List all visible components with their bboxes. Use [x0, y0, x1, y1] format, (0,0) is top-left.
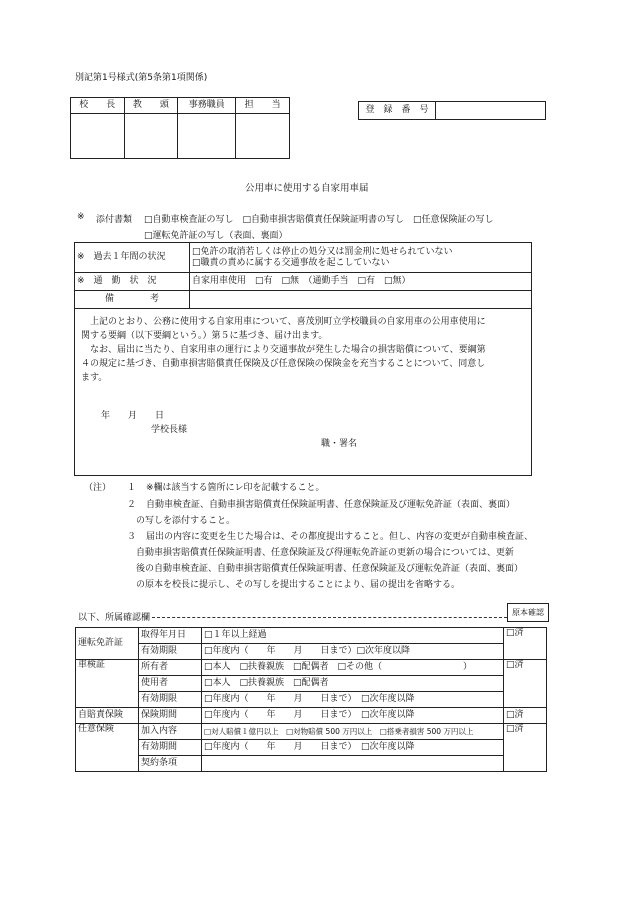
note-2-line1: 自動車検査証、自動車損害賠償責任保険証明書、任意保険証及び運転免許証（表面、裏面） — [146, 500, 516, 510]
attachments-mark: ※ — [77, 212, 85, 222]
stamp-cell[interactable] — [178, 114, 236, 159]
inspection-section: 車検証 — [76, 660, 139, 708]
stamp-header-in-charge: 担 当 — [236, 98, 290, 114]
note-3-number: ３ — [127, 532, 137, 542]
form-number: 別記第1号様式(第5条第1項関係) — [75, 73, 208, 83]
stamp-header-principal: 校 長 — [71, 98, 125, 114]
declaration-body — [75, 309, 532, 476]
compulsory-period-value[interactable]: □年度内（ 年 月 日まで） □次年度以降 — [202, 708, 504, 724]
signature-line[interactable]: 職・署名 — [321, 439, 358, 449]
stamp-table — [70, 97, 290, 159]
license-acquired-value[interactable]: □１年以上経過 — [202, 628, 504, 644]
attachments-label: 添付書類 — [96, 215, 133, 225]
stamp-header-vice-principal: 教 頭 — [124, 98, 178, 114]
inspection-owner-value[interactable]: □本人 □扶養親族 □配偶者 □その他（ ） — [202, 660, 504, 676]
notes-label: （注） — [84, 483, 112, 493]
note-1: ※欄は該当する箇所にレ印を記載すること。 — [146, 483, 325, 493]
past-year-label: ※ 過去１年間の状況 — [75, 243, 190, 273]
confirm-divider — [152, 617, 507, 618]
voluntary-coverage-value[interactable]: □対人賠償１億円以上 □対物賠償 500 万円以上 □搭乗者損害 500 万円以上 — [202, 724, 504, 740]
license-expiry-value[interactable]: □年度内（ 年 月 日まで）□次年度以降 — [202, 644, 504, 660]
remarks-label: 備 考 — [75, 291, 190, 309]
inspection-check[interactable]: □済 — [504, 660, 547, 708]
note-3-line2: 自動車損害賠償責任保険証明書、任意保険証及び得運転免許証の更新の場合については、更新 — [136, 548, 514, 558]
past-year-option-1[interactable]: □免許の取消若しくは停止の処分又は罰金刑に処せられていない — [192, 246, 453, 257]
attachments-items-line2[interactable]: □運転免許証の写し（表面、裏面） — [144, 231, 288, 241]
voluntary-coverage-label: 加入内容 — [139, 724, 202, 740]
para2-line1: なお、届出に当たり、自家用車の運行により交通事故が発生した場合の損害賠償について、要綱第 — [90, 345, 486, 355]
note-2-line2: の写しを添付すること。 — [136, 516, 236, 526]
remarks-field[interactable] — [190, 291, 532, 309]
para1-line2: 関する要綱（以下要綱という。）第５に基づき、届け出ます。 — [81, 331, 328, 341]
compulsory-insurance-section: 自賠責保険 — [76, 708, 139, 724]
inspection-owner-label: 所有者 — [139, 660, 202, 676]
license-acquired-label: 取得年月日 — [139, 628, 202, 644]
para1-line1: 上記のとおり、公務に使用する自家用車について、喜茂別町立学校職員の自家用車の公用車使用に — [90, 317, 486, 327]
main-info-table — [74, 242, 532, 476]
stamp-cell[interactable] — [124, 114, 178, 159]
stamp-cell[interactable] — [71, 114, 125, 159]
past-year-option-2[interactable]: □職責の責めに属する交通事故を起こしていない — [192, 257, 390, 268]
license-section: 運転免許証 — [76, 628, 139, 660]
page-title: 公用車に使用する自家用車届 — [245, 183, 369, 194]
license-check[interactable]: □済 — [504, 628, 547, 660]
inspection-expiry-value[interactable]: □年度内（ 年 月 日まで） □次年度以降 — [202, 692, 504, 708]
registration-number-table — [358, 101, 546, 120]
commute-label: ※ 通 勤 状 況 — [75, 273, 190, 291]
registration-number-label: 登 録 番 号 — [359, 102, 436, 120]
voluntary-period-label: 有効期間 — [139, 740, 202, 756]
voluntary-period-value[interactable]: □年度内（ 年 月 日まで） □次年度以降 — [202, 740, 504, 756]
inspection-expiry-label: 有効期限 — [139, 692, 202, 708]
inspection-user-label: 使用者 — [139, 676, 202, 692]
voluntary-insurance-section: 任意保険 — [76, 724, 139, 772]
commute-options[interactable]: 自家用車使用 □有 □無 （通勤手当 □有 □無） — [190, 273, 532, 291]
original-check-box: 原本確認 — [507, 603, 549, 622]
note-3-line4: の原本を校長に提示し、その写しを提出することにより、届の提出を省略する。 — [136, 580, 461, 590]
note-2-number: ２ — [127, 500, 137, 510]
note-3-line1: 届出の内容に変更を生じた場合は、その都度提出すること。但し、内容の変更が自動車検査証、 — [146, 532, 534, 542]
compulsory-period-label: 保険期間 — [139, 708, 202, 724]
license-expiry-label: 有効期限 — [139, 644, 202, 660]
note-1-number: １ — [127, 483, 137, 493]
inspection-user-value[interactable]: □本人 □扶養親族 □配偶者 — [202, 676, 504, 692]
past-year-options[interactable] — [190, 243, 532, 273]
stamp-header-office-staff: 事務職員 — [178, 98, 236, 114]
date-line[interactable]: 年 月 日 — [101, 411, 165, 421]
attachments-items-line1[interactable]: □自動車検査証の写し □自動車損害賠償責任保険証明書の写し □任意保険証の写し — [144, 215, 494, 225]
voluntary-terms-value[interactable] — [202, 756, 504, 772]
para2-line3: ます。 — [81, 373, 108, 383]
voluntary-terms-label: 契約条項 — [139, 756, 202, 772]
registration-number-field[interactable] — [436, 102, 546, 120]
para2-line2: ４の規定に基づき、自動車損害賠償責任保険及び任意保険の保険金を充当することについて、同意し — [81, 359, 486, 369]
stamp-cell[interactable] — [236, 114, 290, 159]
confirm-section-label: 以下、所属確認欄 — [78, 613, 151, 623]
note-3-line3: 後の自動車検査証、自動車損害賠償責任保険証明書、任意保険証及び運転免許証（表面、裏面） — [136, 564, 524, 574]
addressee: 学校長様 — [151, 425, 188, 435]
compulsory-check[interactable]: □済 — [504, 708, 547, 724]
confirm-table — [75, 627, 547, 772]
voluntary-check[interactable]: □済 — [504, 724, 547, 772]
